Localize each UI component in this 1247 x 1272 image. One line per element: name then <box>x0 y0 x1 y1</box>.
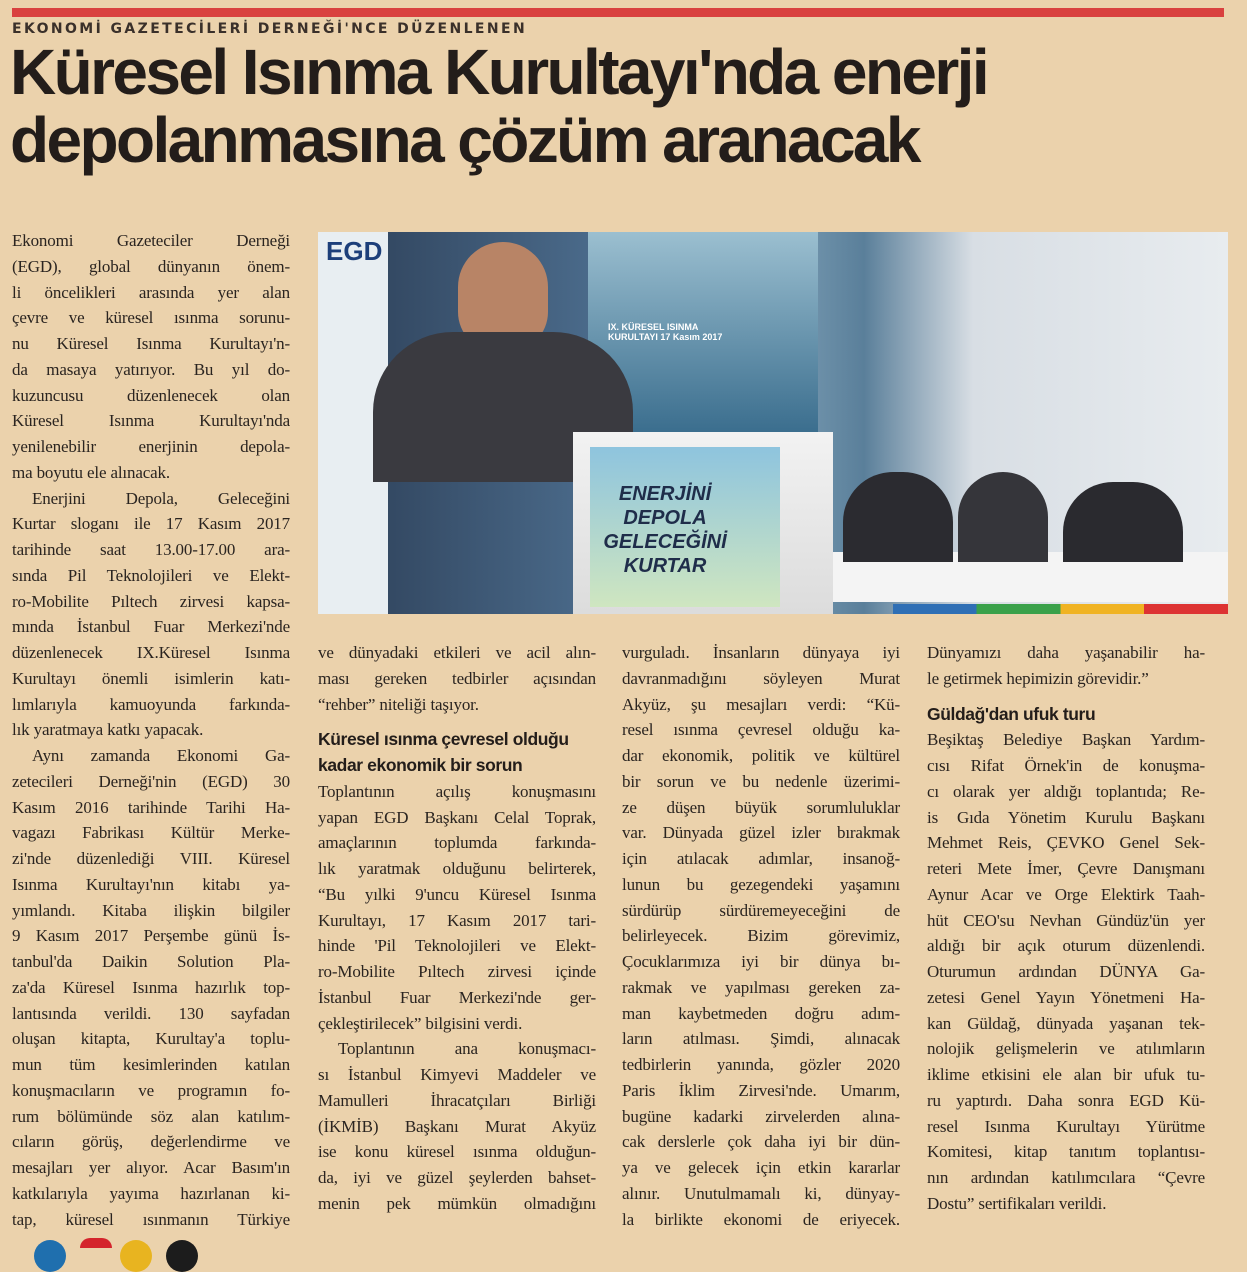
body-text-line: Kasım 2016 tarihinde Tarihi Ha- <box>12 797 290 817</box>
body-text-line: aldığı bir açık oturum düzenlendi. <box>927 936 1205 956</box>
body-text-line: zetesi Genel Yayın Yönetmeni Ha- <box>927 987 1205 1007</box>
body-text-line: yenilenebilir enerjinin depola- <box>12 437 290 456</box>
body-text-line: rakmak ve yapılması gereken za- <box>622 977 900 997</box>
body-text-line: Isınma Kurultayı'nın kitabı ya- <box>12 874 290 894</box>
body-text-line: Dünyamızı daha yaşanabilir ha- <box>927 643 1205 662</box>
body-text-line: belirleyecek. Bizim görevimiz, <box>622 926 900 946</box>
body-text-line: çekleştirilecek” bilgisini verdi. <box>318 1013 523 1033</box>
body-text-line: oluşan kitapta, Kurultay'a toplu- <box>12 1029 290 1049</box>
headline-line-1: Küresel Isınma Kurultayı'nda enerji <box>10 36 988 108</box>
body-text-line: Toplantının ana konuşmacı- <box>338 1039 596 1059</box>
screen-text: IX. KÜRESEL ISINMA KURULTAYI 17 Kasım 2017 <box>608 322 723 342</box>
body-text-line: nolojik gelişmelerin ve atılımların <box>927 1039 1205 1059</box>
body-text-line: Kurultayı, 17 Kasım 2017 tari- <box>318 910 596 930</box>
kicker: EKONOMİ GAZETECİLERİ DERNEĞİ'NCE DÜZENLENEN <box>12 21 528 37</box>
body-text-line: yımlandı. Kitaba ilişkin bilgiler <box>12 900 290 920</box>
body-text-line: is Gıda Yönetim Kurulu Başkanı <box>927 807 1205 827</box>
article-column-3 <box>622 640 900 1232</box>
body-text-line: resel ısınma çevresel olduğu ka- <box>622 720 900 740</box>
registration-dot <box>120 1240 152 1272</box>
body-text-line: zetecileri Derneği'nin (EGD) 30 <box>12 771 290 791</box>
body-text-line: lık yaratmaya katkı yapacak. <box>12 720 204 740</box>
subheading-line: Küresel ısınma çevresel olduğu <box>318 729 569 750</box>
body-text-line: cıların görüş, değerlendirme ve <box>12 1132 290 1152</box>
body-text-line: tap, küresel ısınmanın Türkiye <box>12 1209 290 1229</box>
article-column-4 <box>927 640 1205 1217</box>
body-text-line: Aynı zamanda Ekonomi Ga- <box>32 746 290 765</box>
body-text-line: kuzuncusu düzenlenecek olan <box>12 385 290 405</box>
body-text-line: katkılarıyla yayıma hazırlanan ki- <box>12 1183 290 1203</box>
body-text-line: tedbirlerin yanında, gözler 2020 <box>622 1055 900 1074</box>
body-text-line: cak derslerle çok daha iyi bir dün- <box>622 1132 900 1152</box>
body-text-line: ması gereken tedbirler açısından <box>318 668 596 688</box>
body-text-line: Mamulleri İhracatçıları Birliği <box>318 1090 596 1110</box>
body-text-line: vagazı Fabrikası Kültür Merke- <box>12 823 290 843</box>
banner-line: GELECEĞİNİ <box>603 531 727 553</box>
registration-dot <box>166 1240 198 1272</box>
body-text-line: Kurtar sloganı ile 17 Kasım 2017 <box>12 514 290 534</box>
body-text-line: da masaya yatırıyor. Bu yıl do- <box>12 359 290 379</box>
article-photo <box>318 232 1228 614</box>
body-text-line: Mehmet Reis, ÇEVKO Genel Sek- <box>927 833 1205 853</box>
body-text-line: Çocuklarımıza iyi bir dünya bı- <box>622 952 900 971</box>
body-text-line: lık yaratmak olduğunu belirterek, <box>318 859 596 878</box>
body-text-line: Oturumun ardından DÜNYA Ga- <box>927 962 1205 981</box>
body-text-line: ve dünyadaki etkileri ve acil alın- <box>318 643 596 662</box>
registration-dot <box>34 1240 66 1272</box>
body-text-line: kan Güldağ, dünyada yaşanan tek- <box>927 1013 1205 1033</box>
body-text-line: ya ve gelecek için etkin kararlar <box>622 1158 900 1177</box>
body-text-line: bugüne kadarki zirvelerden alına- <box>622 1106 900 1126</box>
body-text-line: ma boyutu ele alınacak. <box>12 462 170 482</box>
body-text-line: mesajları yer alıyor. Acar Basım'ın <box>12 1158 290 1177</box>
body-text-line: cı olarak yer aldığı toplantıda; Re- <box>927 781 1205 801</box>
body-text-line: Küresel Isınma Kurultayı'nda <box>12 411 290 431</box>
body-text-line: (İKMİB) Başkanı Murat Akyüz <box>318 1116 596 1136</box>
body-text-line: lımlarıyla kamuoyunda farkında- <box>12 694 290 714</box>
body-text-line: düzenlenecek IX.Küresel Isınma <box>12 643 290 662</box>
headline <box>10 36 988 176</box>
registration-dot <box>80 1238 112 1248</box>
body-text-line: (EGD), global dünyanın önem- <box>12 256 290 276</box>
body-text-line: davranmadığını söyleyen Murat <box>622 668 900 688</box>
body-text-line: Ekonomi Gazeteciler Derneği <box>12 231 290 250</box>
body-text-line: nu Küresel Isınma Kurultayı'n- <box>12 334 290 353</box>
body-text-line: lantısında verildi. 130 sayfadan <box>12 1003 290 1023</box>
body-text-line: Paris İklim Zirvesi'nde. Umarım, <box>622 1080 900 1100</box>
body-text-line: cısı Rifat Örnek'in de konuşma- <box>927 756 1205 775</box>
body-text-line: Aynur Acar ve Orge Elektirk Taah- <box>927 884 1205 904</box>
body-text-line: nın ardından katılımcılara “Çevre <box>927 1168 1205 1187</box>
headline-line-2: depolanmasına çözüm aranacak <box>10 104 919 176</box>
body-text-line: “Bu yılki 9'uncu Küresel Isınma <box>318 884 596 904</box>
article-column-2 <box>318 640 596 1217</box>
body-text-line: tarihinde saat 13.00-17.00 ara- <box>12 540 290 559</box>
body-text-line: le getirmek hepimizin görevidir.” <box>927 668 1149 688</box>
body-text-line: Akyüz, şu mesajları verdi: “Kü- <box>622 694 900 714</box>
body-text-line: resel Isınma Kurultayı Yürütme <box>927 1116 1205 1136</box>
body-text-line: ların atılması. Şimdi, alınacak <box>622 1029 900 1049</box>
body-text-line: bir sorun ve bu nedenle üzerimi- <box>622 771 900 791</box>
panelist <box>843 472 953 562</box>
body-text-line: ise konu küresel ısınma olduğun- <box>318 1142 596 1162</box>
body-text-line: amaçlarının toplumda farkında- <box>318 833 596 853</box>
body-text-line: var. Dünyada güzel izler bırakmak <box>622 823 900 843</box>
body-text-line: için atılacak adımlar, insanoğ- <box>622 849 900 868</box>
body-text-line: hinde 'Pil Teknolojileri ve Elekt- <box>318 936 596 956</box>
body-text-line: da, iyi ve güzel şeylerden bahset- <box>318 1168 596 1187</box>
body-text-line: Toplantının açılış konuşmasını <box>318 781 596 801</box>
body-text-line: ze düşen büyük sorumluluklar <box>622 797 900 817</box>
body-text-line: iklime etkisini ele alan bir ufuk tu- <box>927 1065 1205 1084</box>
body-text-line: mun tüm kesimlerinden katılan <box>12 1055 290 1074</box>
article-column-1 <box>12 228 290 1232</box>
banner-line: KURTAR <box>623 555 707 577</box>
panelist <box>958 472 1048 562</box>
body-text-line: vurguladı. İnsanların dünyaya iyi <box>622 643 900 662</box>
body-text-line: za'da Küresel Isınma hazırlık top- <box>12 977 290 997</box>
body-text-line: alınır. Unutulmamalı ki, dünyay- <box>622 1183 900 1203</box>
body-text-line: li öncelikleri arasında yer alan <box>12 282 290 302</box>
body-text-line: konuşmacıların ve programın fo- <box>12 1080 290 1100</box>
body-text-line: lunun bu gezegendeki yaşamını <box>622 874 900 894</box>
body-text-line: İstanbul Fuar Merkezi'nde ger- <box>318 987 596 1007</box>
body-text-line: dar ekonomik, politik ve kültürel <box>622 746 900 765</box>
egd-logo: EGD <box>326 236 383 266</box>
body-text-line: zi'nde düzenlediği VIII. Küresel <box>12 849 290 868</box>
body-text-line: çevre ve küresel ısınma sorunu- <box>12 308 290 328</box>
subheading-line: kadar ekonomik bir sorun <box>318 755 523 775</box>
top-accent-bar <box>12 8 1224 17</box>
body-text-line: tanbul'da Daikin Solution Pla- <box>12 952 290 971</box>
body-text-line: la birlikte ekonomi de eriyecek. <box>622 1209 900 1229</box>
banner-line: ENERJİNİ DEPOLA <box>618 483 712 529</box>
subheading-line: Güldağ'dan ufuk turu <box>927 703 1096 724</box>
body-text-line: yapan EGD Başkanı Celal Toprak, <box>318 807 596 827</box>
body-text-line: sı İstanbul Kimyevi Maddeler ve <box>318 1065 596 1084</box>
body-text-line: ro-Mobilite Pıltech zirvesi kapsa- <box>12 591 290 611</box>
body-text-line: ru yaptırdı. Daha sonra EGD Kü- <box>927 1090 1205 1110</box>
panelist <box>1063 482 1183 562</box>
body-text-line: rum bölümünde söz alan katılım- <box>12 1106 290 1126</box>
body-text-line: menin pek mümkün olmadığını <box>318 1193 596 1213</box>
body-text-line: hüt CEO'su Nevhan Gündüz'ün yer <box>927 910 1205 930</box>
body-text-line: reteri Mete İmer, Çevre Danışmanı <box>927 859 1205 878</box>
banner-slogan <box>590 482 740 578</box>
body-text-line: ro-Mobilite Pıltech zirvesi içinde <box>318 962 596 981</box>
body-text-line: man kaybetmeden doğru adım- <box>622 1003 900 1023</box>
body-text-line: 9 Kasım 2017 Perşembe günü İs- <box>12 926 290 946</box>
body-text-line: Enerjini Depola, Geleceğini <box>32 488 290 508</box>
colored-stripe <box>893 604 1228 614</box>
body-text-line: Dostu” sertifikaları verildi. <box>927 1193 1107 1213</box>
body-text-line: sında Pil Teknolojileri ve Elekt- <box>12 565 290 585</box>
body-text-line: Beşiktaş Belediye Başkan Yardım- <box>927 730 1205 750</box>
body-text-line: Komitesi, kitap tanıtım toplantısı- <box>927 1142 1205 1162</box>
body-text-line: sürdürüp sürdüremeyeceğini de <box>622 900 900 920</box>
body-text-line: “rehber” niteliği taşıyor. <box>318 694 479 714</box>
body-text-line: mında İstanbul Fuar Merkezi'nde <box>12 617 290 637</box>
body-text-line: Kurultayı önemli isimlerin katı- <box>12 668 290 688</box>
